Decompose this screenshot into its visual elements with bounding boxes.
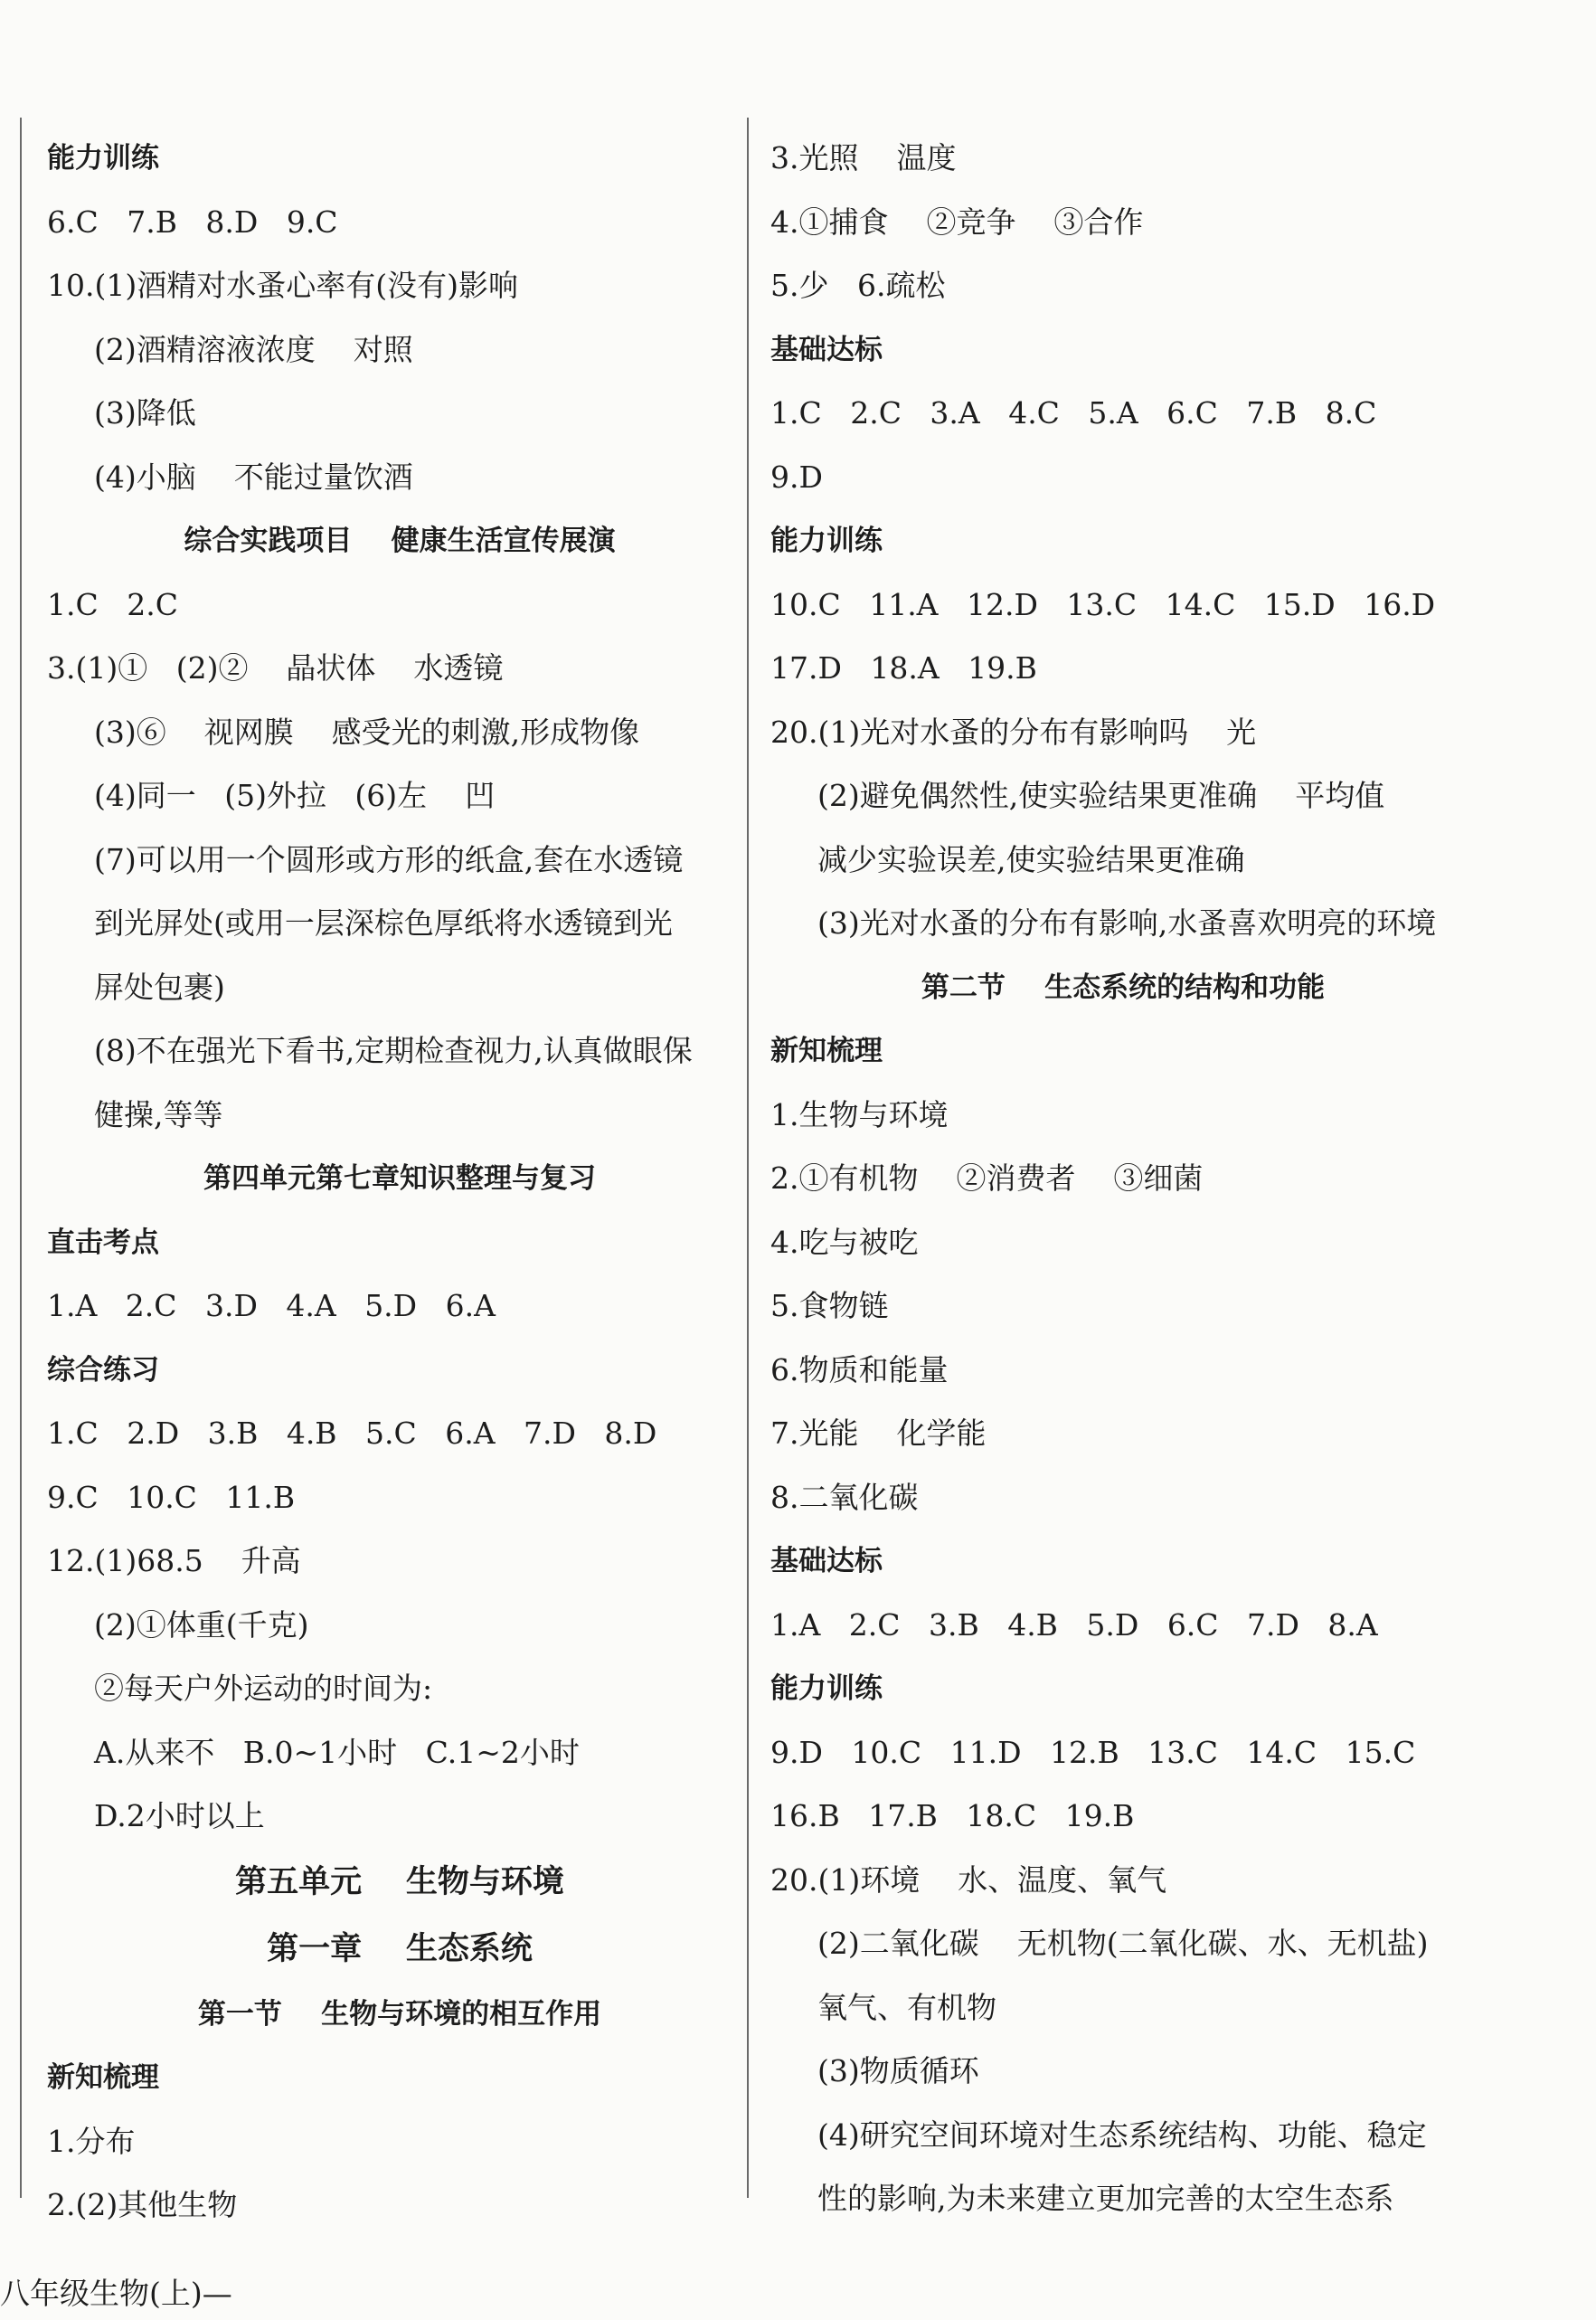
answer-line: 1.生物与环境 <box>770 1096 949 1132</box>
right-column <box>770 127 1476 2231</box>
answer-line: 9.D <box>770 459 823 495</box>
section-heading: 基础达标 <box>770 1545 883 1577</box>
answer-line: 9.D 10.C 11.D 12.B 13.C 14.C 15.C <box>770 1734 1416 1770</box>
answer-line: 到光屏处(或用一层深棕色厚纸将水透镜到光 <box>94 905 673 941</box>
answer-line: (2)酒精溶液浓度 对照 <box>94 331 413 367</box>
answer-line: 20.(1)环境 水、温度、氧气 <box>770 1861 1167 1898</box>
answer-line: 12.(1)68.5 升高 <box>47 1543 301 1578</box>
answer-line: 1.C 2.D 3.B 4.B 5.C 6.A 7.D 8.D <box>47 1416 657 1451</box>
answer-line: 2.①有机物 ②消费者 ③细菌 <box>770 1160 1204 1196</box>
answer-line: 氧气、有机物 <box>817 1989 996 2025</box>
answer-line: 1.C 2.C <box>47 586 178 622</box>
answer-line: 1.A 2.C 3.B 4.B 5.D 6.C 7.D 8.A <box>770 1606 1378 1643</box>
answer-line: 6.物质和能量 <box>770 1351 949 1387</box>
section-heading: 第四单元第七章知识整理与复习 <box>203 1162 596 1195</box>
answer-line: 减少实验误差,使实验结果更准确 <box>817 841 1245 877</box>
answer-line: 4.吃与被吃 <box>770 1224 919 1260</box>
answer-line: (7)可以用一个圆形或方形的纸盒,套在水透镜 <box>94 841 684 877</box>
answer-line: 10.C 11.A 12.D 13.C 14.C 15.D 16.D <box>770 586 1436 622</box>
section-heading: 能力训练 <box>770 1672 883 1705</box>
answer-line: (3)光对水蚤的分布有影响,水蚤喜欢明亮的环境 <box>817 905 1437 941</box>
section-heading: 综合练习 <box>47 1353 159 1387</box>
left-margin-rule <box>20 118 22 2198</box>
section-heading: 基础达标 <box>770 333 883 366</box>
answer-line: (4)同一 (5)外拉 (6)左 凹 <box>94 778 496 813</box>
answer-line: (4)小脑 不能过量饮酒 <box>94 459 413 495</box>
answer-line: (2)避免偶然性,使实验结果更准确 平均值 <box>817 778 1385 813</box>
section-heading: 第二节 生态系统的结构和功能 <box>921 971 1326 1004</box>
section-heading: 能力训练 <box>770 525 883 557</box>
answer-line: (2)二氧化碳 无机物(二氧化碳、水、无机盐) <box>817 1926 1429 1961</box>
answer-line: A.从来不 B.0~1小时 C.1~2小时 <box>94 1734 580 1770</box>
answer-line: 7.光能 化学能 <box>770 1416 987 1451</box>
answer-line: (3)降低 <box>94 395 196 431</box>
left-column <box>47 127 752 2238</box>
answer-line: 1.C 2.C 3.A 4.C 5.A 6.C 7.B 8.C <box>770 395 1377 431</box>
answer-line: 16.B 17.B 18.C 19.B <box>770 1798 1135 1833</box>
answer-line: (4)研究空间环境对生态系统结构、功能、稳定 <box>817 2116 1427 2153</box>
answer-line: 1.A 2.C 3.D 4.A 5.D 6.A <box>47 1288 496 1323</box>
section-heading: 新知梳理 <box>770 1035 883 1067</box>
section-heading: 新知梳理 <box>47 2061 159 2094</box>
section-heading: 第五单元 生物与环境 <box>235 1863 564 1900</box>
answer-line: (3)⑥ 视网膜 感受光的刺激,形成物像 <box>94 714 640 750</box>
section-heading: 综合实践项目 健康生活宣传展演 <box>184 525 616 557</box>
page-footer: 八年级生物(上)— <box>0 2276 232 2311</box>
section-heading: 第一节 生物与环境的相互作用 <box>197 1997 602 2031</box>
answer-line: 2.(2)其他生物 <box>47 2187 238 2222</box>
answer-line: (8)不在强光下看书,定期检查视力,认真做眼保 <box>94 1033 693 1068</box>
answer-line: 5.食物链 <box>770 1288 889 1323</box>
section-heading: 能力训练 <box>47 142 159 175</box>
answer-line: 1.分布 <box>47 2123 136 2159</box>
answer-line: (3)物质循环 <box>817 2053 979 2088</box>
section-heading: 第一章 生态系统 <box>267 1930 533 1967</box>
answer-line: 4.①捕食 ②竞争 ③合作 <box>770 204 1144 240</box>
answer-line: 8.二氧化碳 <box>770 1479 919 1515</box>
answer-line: 5.少 6.疏松 <box>770 268 946 303</box>
answer-line: 健操,等等 <box>94 1096 223 1132</box>
answer-line: 20.(1)光对水蚤的分布有影响吗 光 <box>770 714 1257 750</box>
answer-line: D.2小时以上 <box>94 1798 265 1833</box>
answer-line: 9.C 10.C 11.B <box>47 1479 296 1515</box>
answer-line: 10.(1)酒精对水蚤心率有(没有)影响 <box>47 268 518 303</box>
section-heading: 直击考点 <box>47 1226 159 1259</box>
answer-line: 6.C 7.B 8.D 9.C <box>47 204 338 240</box>
answer-line: 3.(1)① (2)② 晶状体 水透镜 <box>47 650 504 686</box>
answer-line: (2)①体重(千克) <box>94 1606 309 1643</box>
answer-line: 性的影响,为未来建立更加完善的太空生态系 <box>817 2181 1394 2216</box>
answer-line: ②每天户外运动的时间为: <box>94 1671 433 1706</box>
answer-line: 3.光照 温度 <box>770 140 957 175</box>
answer-line: 屏处包裹) <box>94 969 225 1005</box>
answer-line: 17.D 18.A 19.B <box>770 650 1037 686</box>
